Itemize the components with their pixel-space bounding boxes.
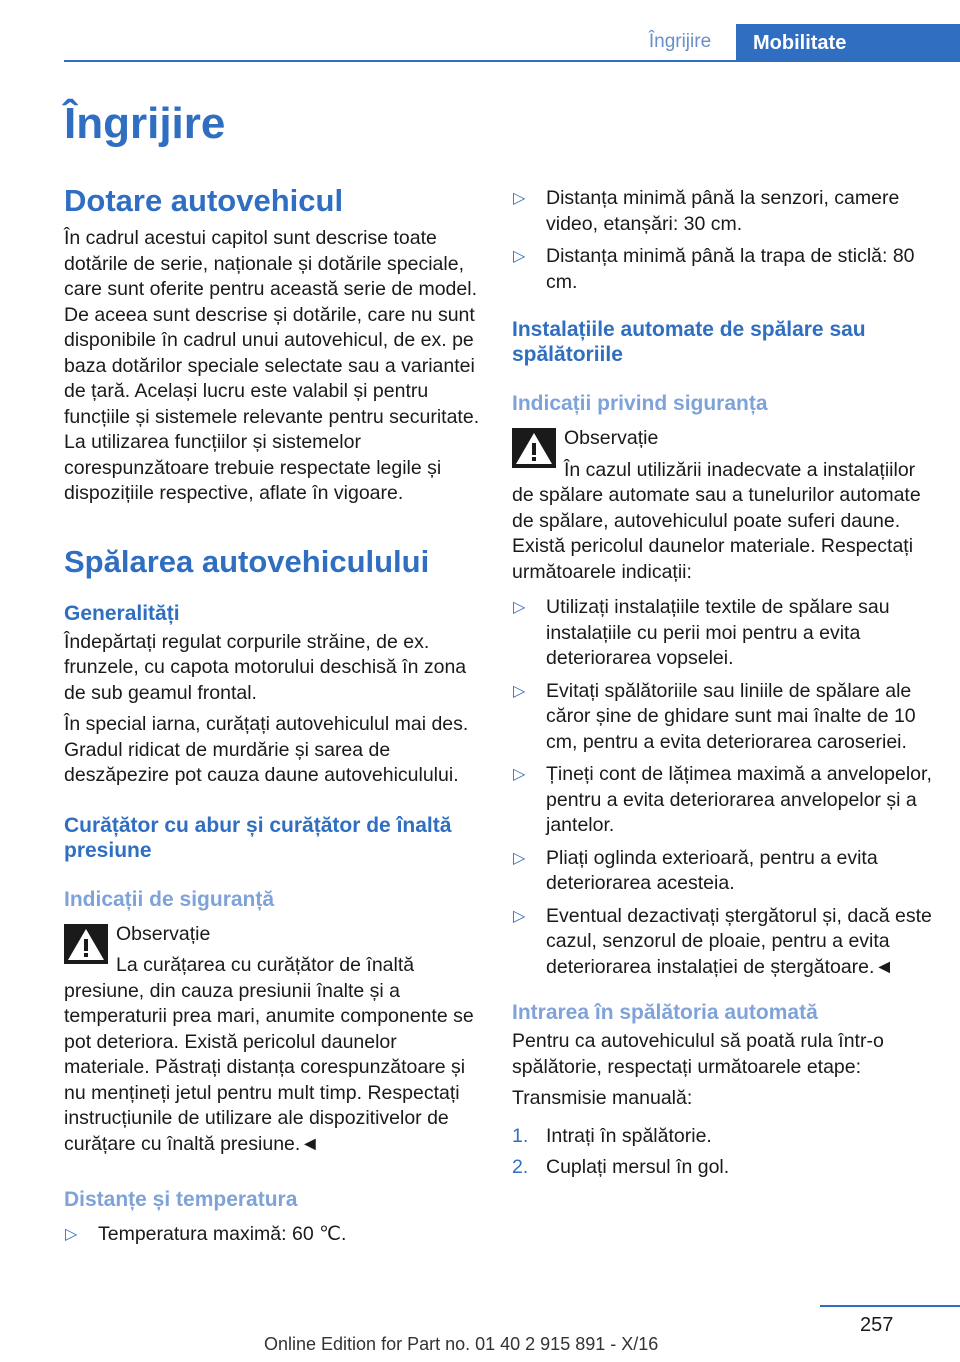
page-number: 257 <box>860 1314 894 1336</box>
list-item: ▷ Utilizați instalațiile textile de spălare sau instalațiile cu perii moi pentru a evita deteriorarea vopselei. <box>513 596 890 669</box>
bullet-list-siguranta <box>512 595 932 980</box>
header-divider <box>64 60 960 62</box>
triangle-bullet-icon: ▷ <box>513 849 526 867</box>
triangle-bullet-icon: ▷ <box>513 248 526 265</box>
list-item: 1. Intrați în spălătorie. <box>512 1124 932 1150</box>
triangle-bullet-icon: ▷ <box>65 1226 78 1243</box>
warning-title: Observație <box>116 922 211 945</box>
step-number: 2. <box>512 1156 529 1178</box>
heading-generalitati: Generalități <box>64 601 180 625</box>
steps-list <box>512 1124 932 1181</box>
warning-triangle-icon <box>512 428 556 468</box>
heading-indicatii-privind-siguranta: Indicații privind siguranța <box>512 392 768 415</box>
paragraph-generalitati-1: Îndepărtați regulat corpurile străine, de ex. frunzele, cu capota motorului deschisă în zona de sub geamul frontal. <box>64 630 467 704</box>
list-item: 2. Cuplați mersul în gol. <box>512 1155 932 1181</box>
bullet-list-distante-cont <box>512 186 932 295</box>
chapter-tab-mobilitate[interactable]: Mobilitate <box>736 24 960 62</box>
page-header <box>0 0 960 64</box>
heading-indicatii-siguranta: Indicații de siguranță <box>64 887 275 911</box>
step-number: 1. <box>512 1124 529 1147</box>
heading-instalatii-automate: Instalațiile automate de spălare sau spălătoriile <box>512 318 866 366</box>
heading-dotare-autovehicul: Dotare autovehicul <box>64 183 344 218</box>
footer-divider <box>820 1305 960 1307</box>
list-item: ▷ Evitați spălătoriile sau liniile de spălare ale căror șine de ghidare sunt mai înalte de 10 cm, pentru a evita deteriorarea caroseriei. <box>513 679 916 753</box>
left-column <box>64 182 484 1255</box>
warning-box <box>64 922 484 948</box>
warning-box-right <box>512 426 932 452</box>
triangle-bullet-icon: ▷ <box>513 599 526 616</box>
heading-distante-temperatura: Distanțe și temperatura <box>64 1188 298 1211</box>
warning-triangle-icon <box>64 924 108 964</box>
right-column <box>512 186 932 1187</box>
warning-body: La curățarea cu curățător de înaltă presiune, din cauza presiunii înalte și a temperaturii prea mari, anumite componente se pot deteriora. Există pericolul daunelor materiale. Păstrați distanța corespunzătoare și nu mențineți jetul pentru mult timp. Respectați instrucțiunile de utilizare ale dispozitivelor de curățare cu înaltă presiune.◄ <box>64 954 474 1155</box>
paragraph-intrarea: Pentru ca autovehiculul să poată rula într-o spălătorie, respectați următoarele etape: <box>512 1030 884 1078</box>
list-item: ▷ Temperatura maximă: 60 ℃. <box>64 1222 484 1248</box>
heading-spalarea-autovehiculului: Spălarea autovehiculului <box>64 543 430 579</box>
triangle-bullet-icon: ▷ <box>513 190 526 207</box>
paragraph-generalitati-2: În special iarna, curățați autovehiculul mai des. Gradul ridicat de murdărie și sarea de deszăpezire pot cauza daune autovehiculului. <box>64 713 469 786</box>
section-tab-ingrijire[interactable]: Îngrijire <box>648 31 712 52</box>
paragraph-dotare: În cadrul acestui capitol sunt descrise toate dotările de serie, naționale și dotările speciale, care sunt oferite pentru această serie de model. De aceea sunt descrise și dotările, care nu sunt disponibile în cadrul unui autovehicul, de ex. pe baza dotărilor speciale selectate sau a variantei de țară. Același lucru este valabil și pentru funcțiile și sistemele relevante pentru securitate. La utilizarea funcțiilor și sistemelor corespunzătoare trebuie respectate legile și dispozițiile respective, aflate în vigoare. <box>64 227 480 504</box>
page-title: Îngrijire <box>64 99 226 148</box>
heading-intrarea-spalatorie: Intrarea în spălătoria automată <box>512 1001 818 1024</box>
paragraph-transmisie: Transmisie manuală: <box>512 1087 693 1109</box>
list-item: ▷ Țineți cont de lățimea maximă a anvelopelor, pentru a evita deteriorarea anvelopelor și a jantelor. <box>513 763 932 836</box>
list-item: ▷ Distanța minimă până la senzori, camere video, etanșări: 30 cm. <box>513 187 900 235</box>
heading-curatator-abur: Curățător cu abur și curățător de înaltă presiune <box>64 813 452 862</box>
warning-title: Observație <box>564 427 659 449</box>
list-item: ▷ Distanța minimă până la trapa de sticlă: 80 cm. <box>513 245 915 293</box>
triangle-bullet-icon: ▷ <box>513 766 526 783</box>
triangle-bullet-icon: ▷ <box>513 682 526 700</box>
warning-body: În cazul utilizării inadecvate a instalațiilor de spălare automate sau a tunelurilor automate de spălare, autovehiculul poate suferi daune. Există pericolul daunelor materiale. Respectați următoarele indicații: <box>512 458 921 583</box>
bullet-list-distante <box>64 1222 484 1248</box>
triangle-bullet-icon: ▷ <box>513 907 526 925</box>
edition-footer: Online Edition for Part no. 01 40 2 915 891 - X/16 <box>264 1334 659 1354</box>
list-item: ▷ Eventual dezactivați ștergătorul și, dacă este cazul, senzorul de ploaie, pentru a evita deteriorarea instalației de ștergătoare.◄ <box>513 904 932 978</box>
list-item: ▷ Pliați oglinda exterioară, pentru a evita deteriorarea acesteia. <box>513 846 878 894</box>
